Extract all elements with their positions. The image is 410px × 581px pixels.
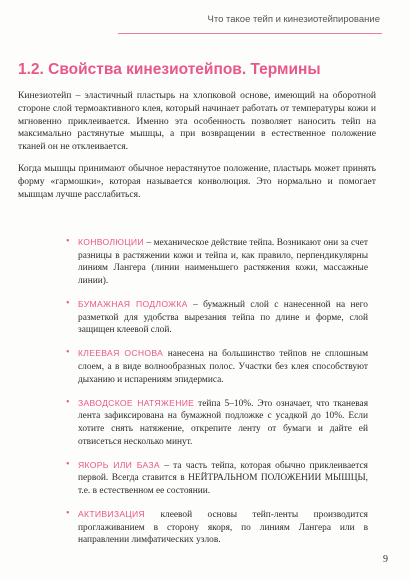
definition-text: – механическое действие тейпа. Возникают они за счет разницы в растяжении кожи и тейпа и, как правило, перпендикулярны линиям Лангера (линии наименьшего растяжения кожи, массажные линии). (78, 238, 368, 286)
term-label: КОНВОЛЮЦИИ (78, 237, 144, 247)
running-head: Что такое тейп и кинезиотейпирование (207, 14, 380, 25)
definition-anchor (66, 458, 368, 498)
bullet-icon: • (66, 297, 70, 309)
term-label: БУМАЖНАЯ ПОДЛОЖКА (78, 298, 188, 309)
definition-convolutions (66, 236, 368, 287)
term-label: ЯКОРЬ ИЛИ БАЗА (78, 459, 160, 470)
section-title: 1.2. Свойства кинезиотейпов. Термины (18, 61, 321, 78)
bullet-icon: • (66, 396, 70, 408)
term-label: АКТИВИЗАЦИЯ (78, 509, 146, 520)
intro-paragraph: Кинезиотейп – эластичный пластырь на хлопковой основе, имеющий на оборотной стороне слой термоактивного клея, который начинает работать от температуры кожи и мгновенно приклеивается. Именно эта особенность позволяет наносить тейп на максимально растянутые мышцы, а при возвращении в естественное положение тканей он не отклеивается. (18, 90, 376, 153)
page-number: 9 (383, 554, 388, 565)
definition-text: – та часть тейпа, которая обычно приклеивается первой. Всегда ставится в НЕЙТРАЛЬНОМ ПОЛОЖЕНИИ МЫШЦЫ, т.е. в естественном ее состоянии. (78, 460, 368, 496)
definitions-list (66, 236, 369, 557)
term-label: КЛЕЕВАЯ ОСНОВА (78, 348, 164, 359)
bullet-icon: • (66, 347, 70, 359)
definition-text: – бумажный слой с нанесенной на него разметкой для удобства вырезания тейпа по длине и форме, слой защищен клеевой слой. (78, 299, 368, 336)
bullet-icon: • (66, 236, 70, 247)
definition-text: клеевой основы тейп-ленты производится проглаживанием в сторону якоря, по линиям Лангера или в направлении лимфатических узлов. (78, 510, 368, 546)
term-label: ЗАВОДСКОЕ НАТЯЖЕНИЕ (78, 397, 195, 408)
definition-paper-backing (66, 297, 368, 337)
definition-adhesive-base (66, 347, 369, 386)
convolution-paragraph: Когда мышцы принимают обычное нерастянутое положение, пластырь может принять форму «гармошки», которая называется конволюция. Это нормально и помогает мышцам лучше расслабиться. (18, 163, 376, 200)
definition-factory-tension (66, 396, 369, 448)
header-rule (118, 33, 382, 34)
bullet-icon: • (66, 508, 70, 520)
definition-text: нанесена на большинство тейпов не сплошным слоем, а в виде волнообразных полос. Участки без клея способствуют дыханию и испарениям эпидермиса. (78, 349, 369, 385)
definition-activation (66, 508, 368, 547)
bullet-icon: • (66, 458, 70, 470)
definition-text: тейпа 5–10%. Это означает, что тканевая лента зафиксирована на бумажной подложке с усадкой до 10%. Если хотите снять натяжение, открепите ленту от бумаги и дайте ей отвисеться несколько минут. (78, 398, 369, 447)
